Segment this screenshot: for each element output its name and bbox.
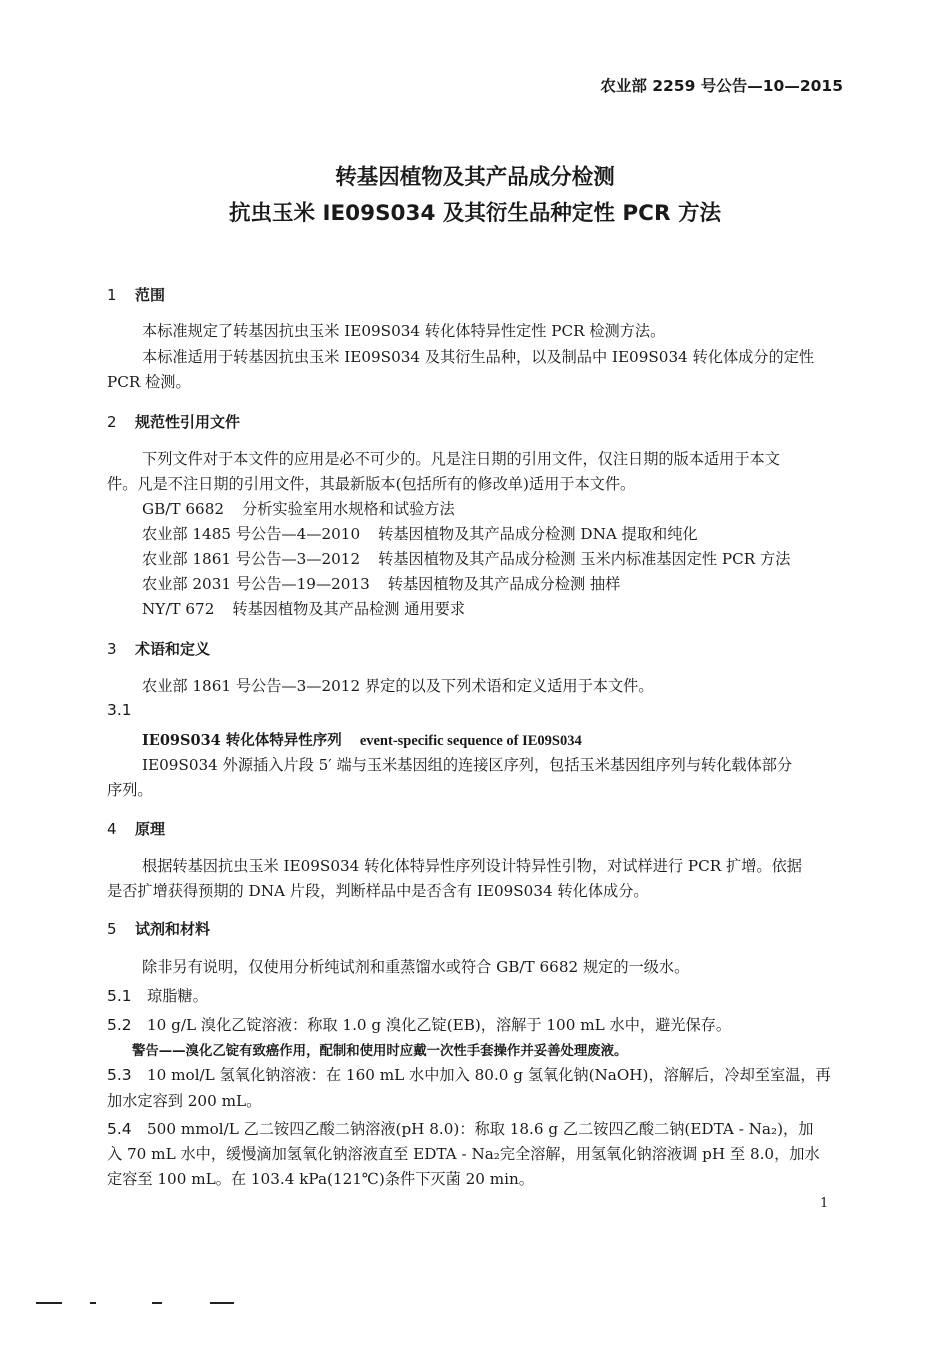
document-title-line-1: 转基因植物及其产品成分检测 <box>335 165 615 190</box>
page-number: 1 <box>820 1196 829 1211</box>
document-title-line-2: 抗虫玉米 IE09S034 及其衍生品种定性 PCR 方法 <box>228 201 721 226</box>
reference-title: 转基因植物及其产品成分检测 DNA 提取和纯化 <box>378 525 698 543</box>
section-title: 试剂和材料 <box>135 920 211 938</box>
definition-continuation: 序列。 <box>107 781 153 799</box>
scan-artifact <box>90 1302 96 1304</box>
paragraph: 农业部 1861 号公告—3—2012 界定的以及下列术语和定义适用于本文件。 <box>142 677 654 695</box>
paragraph: 下列文件对于本文件的应用是必不可少的。凡是注日期的引用文件，仅注日期的版本适用于本文 <box>142 450 780 468</box>
section-number: 4 <box>107 820 117 838</box>
paragraph: 本标准适用于转基因抗虫玉米 IE09S034 及其衍生品种，以及制品中 IE09S034 转化体成分的定性 <box>142 348 815 366</box>
reference-code: NY/T 672 <box>142 600 215 618</box>
list-item <box>107 1014 731 1035</box>
term-entry <box>142 729 582 750</box>
reference-code: 农业部 2031 号公告—19—2013 <box>142 575 370 593</box>
subsection-number: 3.1 <box>107 701 132 719</box>
section-title: 范围 <box>135 286 166 304</box>
reference-code: 农业部 1861 号公告—3—2012 <box>142 550 361 568</box>
section-2-heading <box>107 411 240 432</box>
paragraph-continuation: 是否扩增获得预期的 DNA 片段，判断样品中是否含有 IE09S034 转化体成分。 <box>107 882 649 900</box>
reference-item <box>142 598 465 619</box>
reference-item <box>142 498 455 519</box>
paragraph: 本标准规定了转基因抗虫玉米 IE09S034 转化体特异性定性 PCR 检测方法。 <box>142 322 666 340</box>
scan-artifact <box>152 1302 162 1304</box>
reference-code: 农业部 1485 号公告—4—2010 <box>142 525 361 543</box>
list-item <box>107 985 208 1006</box>
section-4-heading <box>107 818 165 839</box>
section-5-heading <box>107 918 210 939</box>
section-title: 规范性引用文件 <box>135 413 241 431</box>
definition: IE09S034 外源插入片段 5′ 端与玉米基因组的连接区序列，包括玉米基因组序列与转化载体部分 <box>142 756 793 774</box>
reference-title: 分析实验室用水规格和试验方法 <box>242 500 455 518</box>
section-title: 原理 <box>135 820 166 838</box>
warning-note: 警告——溴化乙锭有致癌作用，配制和使用时应戴一次性手套操作并妥善处理废液。 <box>132 1044 628 1059</box>
reference-item <box>142 573 620 594</box>
section-number: 5 <box>107 920 117 938</box>
term-chinese: IE09S034 转化体特异性序列 <box>142 732 342 749</box>
item-number: 5.2 <box>107 1016 132 1034</box>
paragraph-continuation: 件。凡是不注日期的引用文件，其最新版本(包括所有的修改单)适用于本文件。 <box>107 475 636 493</box>
item-number: 5.4 <box>107 1120 132 1138</box>
reference-item <box>142 523 698 544</box>
reference-title: 转基因植物及其产品检测 通用要求 <box>232 600 466 618</box>
section-1-heading <box>107 284 165 305</box>
paragraph: 根据转基因抗虫玉米 IE09S034 转化体特异性序列设计特异性引物，对试样进行 PCR 扩增。依据 <box>142 857 802 875</box>
list-item <box>107 1064 831 1085</box>
paragraph: 除非另有说明，仅使用分析纯试剂和重蒸馏水或符合 GB/T 6682 规定的一级水。 <box>142 958 690 976</box>
item-number: 5.1 <box>107 987 132 1005</box>
item-text: 10 g/L 溴化乙锭溶液：称取 1.0 g 溴化乙锭(EB)，溶解于 100 mL 水中，避光保存。 <box>147 1016 732 1034</box>
list-item-continuation: 定容至 100 mL。在 103.4 kPa(121℃)条件下灭菌 20 min。 <box>107 1170 534 1188</box>
reference-code: GB/T 6682 <box>142 500 225 518</box>
item-text: 琼脂糖。 <box>147 987 208 1005</box>
reference-item <box>142 548 790 569</box>
list-item-continuation: 入 70 mL 水中，缓慢滴加氢氧化钠溶液直至 EDTA - Na₂完全溶解，用氢氧化钠溶液调 pH 至 8.0，加水 <box>107 1145 820 1163</box>
section-title: 术语和定义 <box>135 640 211 658</box>
term-english: event-specific sequence of IE09S034 <box>359 733 582 749</box>
document-reference: 农业部 2259 号公告—10—2015 <box>600 77 843 95</box>
list-item-continuation: 加水定容到 200 mL。 <box>107 1092 262 1110</box>
list-item <box>107 1118 813 1139</box>
reference-title: 转基因植物及其产品成分检测 玉米内标准基因定性 PCR 方法 <box>378 550 791 568</box>
paragraph-continuation: PCR 检测。 <box>107 373 191 391</box>
section-number: 1 <box>107 286 117 304</box>
scan-artifact <box>210 1302 234 1304</box>
section-number: 2 <box>107 413 117 431</box>
reference-title: 转基因植物及其产品成分检测 抽样 <box>387 575 621 593</box>
item-text: 10 mol/L 氢氧化钠溶液：在 160 mL 水中加入 80.0 g 氢氧化钠(NaOH)，溶解后，冷却至室温，再 <box>147 1066 831 1084</box>
item-text: 500 mmol/L 乙二铵四乙酸二钠溶液(pH 8.0)：称取 18.6 g 乙二铵四乙酸二钠(EDTA - Na₂)，加 <box>147 1120 814 1138</box>
section-number: 3 <box>107 640 117 658</box>
item-number: 5.3 <box>107 1066 132 1084</box>
section-3-heading <box>107 638 210 659</box>
scan-artifact <box>36 1302 62 1304</box>
